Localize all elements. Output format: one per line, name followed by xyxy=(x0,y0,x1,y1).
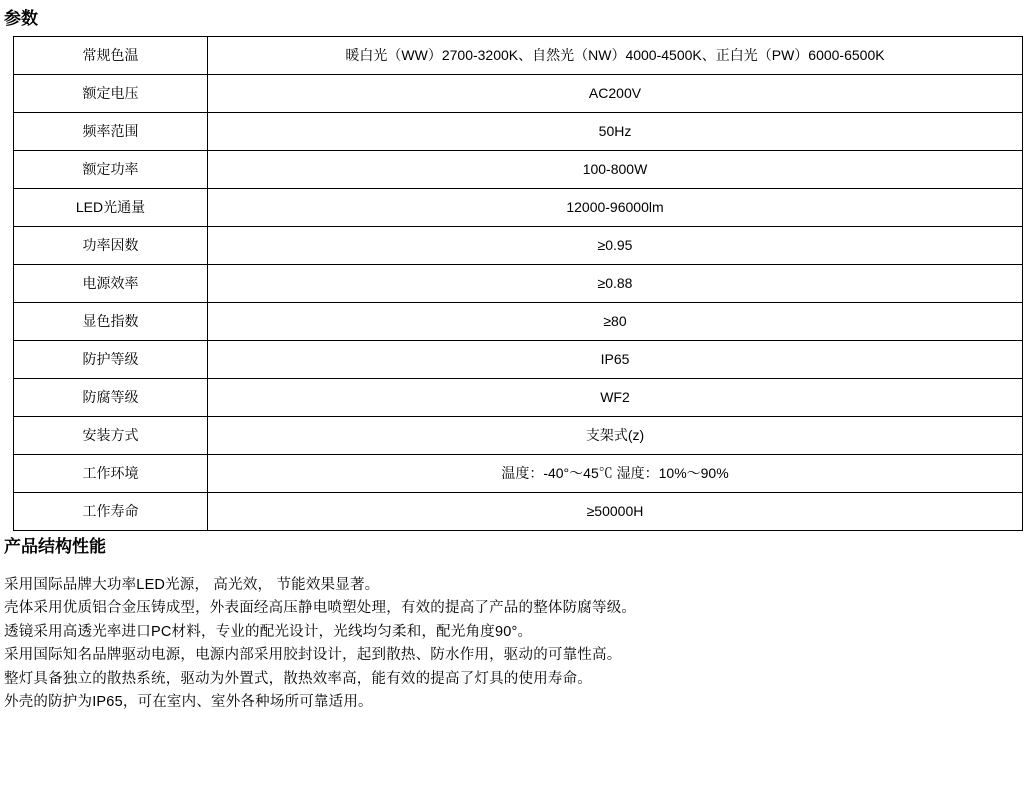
structure-line: 外壳的防护为IP65，可在室内、室外各种场所可靠适用。 xyxy=(4,694,373,711)
spec-value: ≥50000H xyxy=(208,493,1023,531)
spec-label: 电源效率 xyxy=(14,265,208,303)
table-row xyxy=(14,75,1023,113)
spec-value: ≥0.95 xyxy=(208,227,1023,265)
spec-value: IP65 xyxy=(208,341,1023,379)
structure-performance-text xyxy=(0,574,1034,715)
table-row xyxy=(14,493,1023,531)
spec-value: 暖白光（WW）2700-3200K、自然光（NW）4000-4500K、正白光（PW）6000-6500K xyxy=(208,37,1023,75)
spec-value: ≥80 xyxy=(208,303,1023,341)
table-row xyxy=(14,113,1023,151)
spec-label: 安装方式 xyxy=(14,417,208,455)
spec-value: AC200V xyxy=(208,75,1023,113)
spec-label: 常规色温 xyxy=(14,37,208,75)
structure-line: 采用国际品牌大功率LED光源， 高光效， 节能效果显著。 xyxy=(4,576,380,593)
table-row xyxy=(14,341,1023,379)
spec-label: 防护等级 xyxy=(14,341,208,379)
structure-section-title: 产品结构性能 xyxy=(4,537,106,557)
spec-value: 温度：-40°～45℃ 湿度：10%～90% xyxy=(208,455,1023,493)
specification-table-body xyxy=(14,37,1023,531)
table-row xyxy=(14,303,1023,341)
spec-label: LED光通量 xyxy=(14,189,208,227)
spec-label: 工作环境 xyxy=(14,455,208,493)
spec-label: 显色指数 xyxy=(14,303,208,341)
table-row xyxy=(14,417,1023,455)
spec-value: 12000-96000lm xyxy=(208,189,1023,227)
spec-label: 防腐等级 xyxy=(14,379,208,417)
spec-value: WF2 xyxy=(208,379,1023,417)
specification-table xyxy=(13,36,1023,531)
spec-label: 工作寿命 xyxy=(14,493,208,531)
structure-line: 透镜采用高透光率进口PC材料，专业的配光设计，光线均匀柔和，配光角度90°。 xyxy=(4,623,533,640)
spec-label: 额定电压 xyxy=(14,75,208,113)
table-row xyxy=(14,227,1023,265)
spec-label: 频率范围 xyxy=(14,113,208,151)
spec-value: 50Hz xyxy=(208,113,1023,151)
structure-line: 采用国际知名品牌驱动电源，电源内部采用胶封设计，起到散热、防水作用，驱动的可靠性高。 xyxy=(4,647,622,664)
structure-line: 壳体采用优质铝合金压铸成型，外表面经高压静电喷塑处理，有效的提高了产品的整体防腐等级。 xyxy=(4,600,637,617)
spec-value: 100-800W xyxy=(208,151,1023,189)
spec-value: ≥0.88 xyxy=(208,265,1023,303)
spec-value: 支架式(z) xyxy=(208,417,1023,455)
structure-line: 整灯具备独立的散热系统，驱动为外置式，散热效率高，能有效的提高了灯具的使用寿命。 xyxy=(4,670,592,687)
table-row xyxy=(14,265,1023,303)
table-row xyxy=(14,455,1023,493)
spec-label: 额定功率 xyxy=(14,151,208,189)
spec-label: 功率因数 xyxy=(14,227,208,265)
table-row xyxy=(14,151,1023,189)
table-row xyxy=(14,379,1023,417)
parameters-section-title: 参数 xyxy=(4,9,38,28)
table-row xyxy=(14,37,1023,75)
table-row xyxy=(14,189,1023,227)
